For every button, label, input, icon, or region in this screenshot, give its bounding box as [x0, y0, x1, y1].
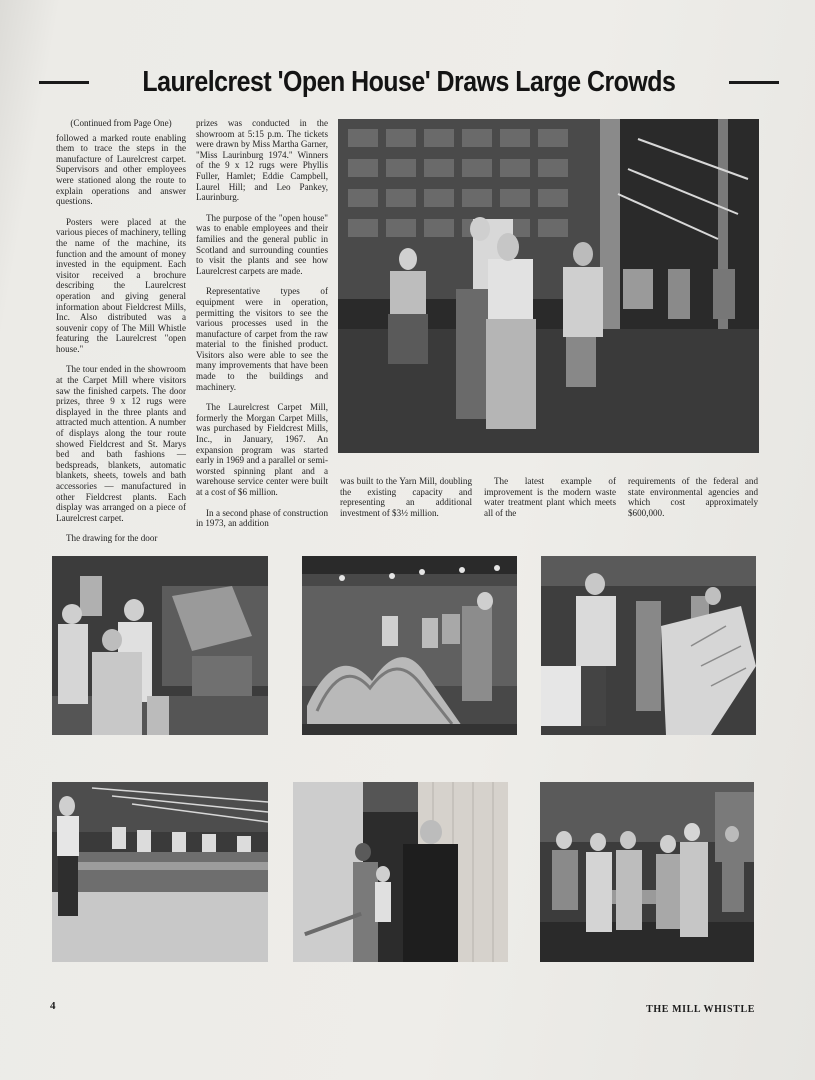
continued-note: (Continued from Page One) — [70, 118, 172, 128]
photo-showroom-group — [540, 782, 754, 962]
article-paragraph: The latest example of improvement is the modern waste water treatment plant which meets all of the — [484, 476, 616, 518]
article-column-2 — [196, 118, 328, 539]
article-paragraph: The purpose of the "open house" was to enable employees and their families and the general public in Scotland and surrounding counties to visit the plants and see how Laurelcrest carpets are made. — [196, 212, 328, 276]
article-paragraph: In a second phase of construction in 1973, an addition — [196, 507, 328, 529]
photo-loom-family — [293, 782, 508, 962]
article-paragraph: prizes was conducted in the showroom at 5:15 p.m. The tickets were drawn by Miss Martha Garner, "Miss Laurinburg 1974." Winners of the 9 x 12 rugs were Phyllis Fuller, Hamlet; Eddie Campbell, Laurel Hill; and Leo Pankey, Laurinburg. — [196, 118, 328, 203]
article-paragraph: The drawing for the door — [66, 533, 158, 544]
article-column-3 — [340, 476, 472, 528]
article-paragraph: was built to the Yarn Mill, doubling the existing capacity and representing an additional investment of $3½ million. — [340, 476, 472, 518]
headline-banner — [64, 62, 754, 102]
article-paragraph: Representative types of equipment were in operation, permitting the visitors to see the various processes used in the manufacture of carpet from the raw material to the finished product. Visitors also were able to see the many improvements that have been made to the buildings and machinery. — [196, 286, 328, 392]
headline-title: Laurelcrest 'Open House' Draws Large Crowds — [142, 65, 676, 98]
article-paragraph: requirements of the federal and state environmental agencies and which cost approximately $600,000. — [628, 476, 758, 518]
article-column-5 — [628, 476, 758, 528]
article-paragraph: followed a marked route enabling them to trace the steps in the manufacture of Laurelcrest carpet. Supervisors and other employees were stationed along the route to explain operations and answer questions. — [56, 132, 186, 207]
article-column-1 — [56, 118, 186, 554]
page-number: 4 — [50, 1000, 56, 1012]
headline-rule-left — [39, 81, 89, 84]
headline-rule-right — [729, 81, 779, 84]
photo-mill-floor — [52, 782, 268, 962]
publication-name: THE MILL WHISTLE — [646, 1004, 755, 1015]
article-paragraph: The Laurelcrest Carpet Mill, formerly the Morgan Carpet Mills, was purchased by Fieldcrest Mills, Inc., in January, 1967. An expansion program was started early in 1969 and a parallel or semi-worsted spinning plant and a warehouse service center were built at a cost of $6 million. — [196, 402, 328, 497]
photo-machine-visitors — [52, 556, 268, 735]
photo-warehouse-visitors — [338, 119, 759, 453]
article-paragraph: Posters were placed at the various pieces of machinery, telling the name of the machine, its function and the amount of money invested in the equipment. Each visitor received a brochure describing the Laurelcrest operation and giving general information about Fieldcrest Mills, Inc. Also distributed was a souvenir copy of The Mill Whistle featuring the Laurelcrest "open house." — [56, 216, 186, 354]
article-column-4 — [484, 476, 616, 528]
photo-carpet-roll — [541, 556, 756, 735]
article-paragraph: The tour ended in the showroom at the Carpet Mill where visitors saw the finished carpets. The door prizes, three 9 x 12 rugs were displayed in the three plants and attracted much attention. A number of displays along the tour route showed Fieldcrest and St. Marys bed and bath fashions — bedspreads, blankets, automatic blankets, sheets, towels and bath accessories — manufactured in other Fieldcrest plants. Each display was arranged on a piece of Laurelcrest carpet. — [56, 364, 186, 523]
photo-carpet-display — [302, 556, 517, 735]
